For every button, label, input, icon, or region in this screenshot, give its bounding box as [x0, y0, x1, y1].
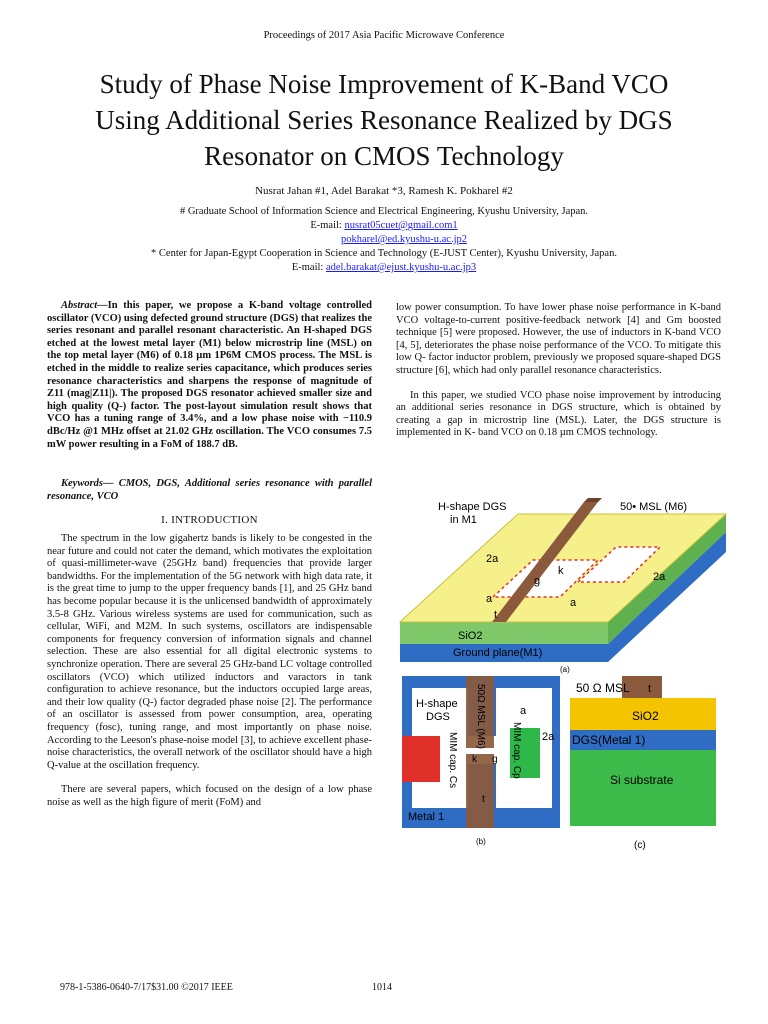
paper-title: [30, 66, 738, 174]
fig-a-dim-2a-left: 2a: [486, 553, 499, 565]
abstract-label: Abstract—: [61, 300, 108, 311]
email-link-1[interactable]: nusrat05cuet@gmail.com1: [344, 220, 458, 231]
footer-isbn: 978-1-5386-0640-7/17$31.00 ©2017 IEEE: [60, 982, 233, 993]
fig-a-label-ground: Ground plane(M1): [453, 647, 543, 659]
fig-b-label-cs: MIM cap. Cs: [447, 732, 458, 789]
right-paragraph-1: low power consumption. To have lower phase noise performance in K-band VCO voltage-to-current positive-feedback network [4] and Gm boosted technique [5] were proposed. However, the use of inductors in K-band VCO [4, 5], deteriorates the phase noise performance of the VCO. To mitigate this low Q- factor inductor problem, previously we proposed square-shaped DGS structure [6], which had only parallel resonance characteristics.: [396, 302, 721, 376]
section-heading-introduction: I. INTRODUCTION: [161, 514, 258, 526]
fig-b-label-cp: MIM cap. Cp: [511, 722, 522, 779]
keywords: [47, 478, 372, 503]
msl-top-edge: [584, 498, 602, 502]
email-label: E-mail:: [310, 220, 342, 231]
fig-a-label-hshape: H-shape DGS: [438, 501, 507, 513]
fig-b-label-dgs: DGS: [426, 711, 450, 723]
keywords-text: CMOS, DGS, Additional series resonance with parallel resonance, VCO: [47, 478, 372, 502]
fig-c-label-msl: 50 Ω MSL: [576, 681, 630, 695]
figure-a-3d-view: [398, 492, 734, 674]
fig-c-label-sio2: SiO2: [632, 709, 659, 723]
fig-a-label-sio2: SiO2: [458, 630, 483, 642]
fig-b-label-hshape: H-shape: [416, 698, 458, 710]
fig-b-dim-2a: 2a: [542, 731, 555, 743]
mim-cap-cs: [402, 736, 440, 782]
fig-c-label-t: t: [648, 683, 652, 695]
fig-b-dim-t: t: [482, 794, 485, 805]
figure-b-top-view: [402, 676, 560, 848]
email-link-2[interactable]: pokharel@ed.kyushu-u.ac.jp2: [340, 234, 467, 245]
sio2-front: [400, 622, 608, 644]
fig-b-dim-k: k: [472, 754, 477, 765]
title-line-2: Using Additional Series Resonance Realized by DGS: [95, 105, 673, 135]
right-paragraph-2: In this paper, we studied VCO phase noise improvement by introducing an additional series resonance in DGS structure, which is obtained by creating a gap in microstrip line (MSL). Later, the DGS structure is implemented in K- band VCO on 0.18 µm CMOS technology.: [396, 389, 721, 439]
email-line-2: [20, 233, 768, 246]
fig-a-caption: (a): [560, 665, 570, 674]
fig-a-label-msl: 50• MSL (M6): [620, 501, 688, 513]
right-column-body: [396, 302, 721, 440]
affiliation-1: # Graduate School of Information Science and Electrical Engineering, Kyushu University, Japan.: [179, 206, 589, 217]
email-line-3: [0, 261, 768, 274]
title-line-3: Resonator on CMOS Technology: [204, 141, 564, 171]
fig-a-dim-2a-right: 2a: [653, 571, 666, 583]
fig-a-dim-a-right: a: [570, 597, 577, 609]
fig-b-dim-g: g: [492, 754, 498, 765]
abstract-text: In this paper, we propose a K-band voltage controlled oscillator (VCO) using defected ground structure (DGS) that realizes the series resonant and parallel resonant characteristic. An H-shaped DGS etched at the lowest metal layer (M1) below microstrip line (MSL) on the top metal layer (M6) of 0.18 µm 1P6M CMOS process. The MSL is etched in the middle to realize series capacitance, which produces series resonance characteristics and sharpens the response of magnitude of Z11 (mag|Z11|). The proposed DGS resonator achieved smaller size and high quality (Q-) factor. The post-layout simulation result shows that VCO has a tuning range of 3.4%, and a low phase noise with −110.9 dBc/Hz @1 MHz offset at 21.02 GHz oscillation. The VCO consumes 7.5 mW power resulting in a FoM of 188.7 dB.: [47, 300, 372, 450]
conference-header: Proceedings of 2017 Asia Pacific Microwave Conference: [263, 30, 505, 41]
fig-b-caption: (b): [476, 837, 486, 846]
email-link-3[interactable]: adel.barakat@ejust.kyushu-u.ac.jp3: [325, 262, 477, 273]
fig-a-label-in-m1: in M1: [450, 514, 477, 526]
fig-b-dim-a: a: [520, 705, 527, 717]
fig-c-label-si: Si substrate: [610, 773, 674, 787]
fig-c-caption: (c): [634, 840, 646, 851]
fig-b-label-metal1: Metal 1: [408, 811, 445, 823]
fig-a-dim-t: t: [494, 609, 498, 621]
si-substrate-layer: [570, 750, 716, 826]
intro-paragraph-1: The spectrum in the low gigahertz bands is likely to be congested in the near future and could not cater the demand, which motivates the exploitation of quasi-millimeter-wave (25GHz band) frequencies that provide larger bandwidths. For the implementation of the 5G network with high data rate, it is the great time to jump to the upper frequency bands [1], and 25 GHz band has become popular because it is the unlicensed bandwidth of approximately 3.5-8 GHz. Various wireless systems are used for communication, such as cellular, WiFi, and M2M. In such systems, oscillators are indispensable components for frequency conversion of information signals and channel selection. These are also essential for all digital electronic systems to synchronize operation. There are several 25 GHz-band LC voltage controlled oscillators (VCO) which utilized inductors and varactors in tank configuration to achieve resonance, but the inductors occupied large areas, and their low quality (Q-) factor degraded phase noise [2]. The performance of an oscillator is assessed from power consumption, area, operating frequency (fosc), tuning range, and most importantly on phase noise. According to the Leeson's phase-noise model [3], to achieve excellent phase-noise characteristics, the overall network of the oscillator should have a high Q-value at the oscillation frequency.: [47, 533, 372, 771]
intro-paragraph-2: There are several papers, which focused on the design of a low phase noise as well as the high figure of merit (FoM) and: [47, 784, 372, 808]
figure-c-cross-section: [570, 676, 716, 852]
fig-c-label-dgs: DGS(Metal 1): [572, 733, 646, 747]
fig-a-dim-g: g: [534, 575, 541, 587]
authors: Nusrat Jahan #1, Adel Barakat *3, Ramesh K. Pokharel #2: [255, 185, 513, 197]
introduction-body: [47, 533, 372, 809]
keywords-label: Keywords—: [61, 478, 114, 489]
fig-a-dim-a-left: a: [486, 593, 493, 605]
affiliation-2: * Center for Japan-Egypt Cooperation in Science and Technology (E-JUST Center), Kyushu University, Japan.: [151, 248, 617, 259]
title-line-1: Study of Phase Noise Improvement of K-Band VCO: [99, 69, 669, 99]
footer-page-number: 1014: [372, 982, 392, 993]
fig-a-dim-k: k: [558, 565, 564, 577]
fig-b-label-msl: 50Ω MSL (M6): [475, 684, 486, 749]
abstract: [47, 300, 372, 451]
email-line-1: [0, 219, 768, 232]
email-label-2: E-mail:: [291, 262, 324, 273]
